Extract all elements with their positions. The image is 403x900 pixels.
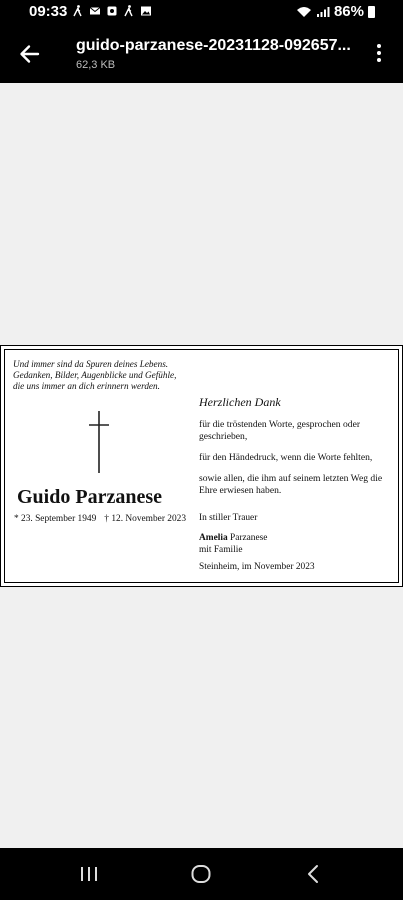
mourner-family: mit Familie: [199, 545, 243, 555]
more-vert-icon: [377, 44, 381, 48]
deceased-name: Guido Parzanese: [17, 486, 162, 508]
thanks-line: für die tröstenden Worte, gesprochen oder geschrieben,: [199, 419, 361, 442]
signoff: [199, 512, 267, 556]
thanks-line: für den Händedruck, wenn die Worte fehlten,: [199, 452, 373, 463]
poem-line: Gedanken, Bilder, Augenblicke und Gefühle,: [13, 370, 177, 380]
poem-text: [13, 359, 176, 392]
home-button[interactable]: [189, 862, 213, 886]
chevron-left-icon: [302, 862, 326, 886]
file-name-title: guido-parzanese-20231128-092657...: [76, 37, 351, 54]
file-size: 62,3 KB: [76, 59, 116, 71]
poem-line: die uns immer an dich erinnern werden.: [13, 381, 160, 391]
poem-line: Und immer sind da Spuren deines Lebens.: [13, 359, 169, 369]
mourner-name: [199, 532, 267, 544]
thanks-title: Herzlichen Dank: [199, 395, 281, 409]
recent-apps-button[interactable]: [77, 862, 101, 886]
image-icon: [140, 5, 152, 17]
screen-icon: [106, 5, 118, 17]
cross-icon: [89, 411, 109, 473]
death-date: † 12. November 2023: [104, 514, 187, 524]
thanks-block: [199, 396, 391, 506]
obituary-image: [0, 345, 403, 587]
back-arrow-button[interactable]: [16, 40, 44, 68]
battery-percentage: 86%: [333, 3, 364, 20]
notification-icons: [72, 5, 152, 17]
walk-icon: [123, 5, 135, 17]
arrow-left-icon: [16, 40, 44, 68]
home-icon: [189, 862, 213, 886]
more-options-button[interactable]: [369, 42, 389, 66]
status-bar: [0, 0, 403, 26]
mourning-label: In stiller Trauer: [199, 513, 258, 523]
navigation-bar: [0, 848, 403, 900]
app-bar: [0, 26, 403, 83]
back-button[interactable]: [302, 862, 326, 886]
battery-icon: [368, 6, 375, 18]
recent-apps-icon: [77, 862, 101, 886]
walk-icon: [72, 5, 84, 17]
signal-icon: [316, 6, 330, 18]
place-date: Steinheim, im November 2023: [199, 562, 315, 572]
birth-date: * 23. September 1949: [14, 514, 97, 524]
mail-icon: [89, 5, 101, 17]
mourner-last-name: Parzanese: [227, 533, 268, 543]
status-right: [296, 3, 375, 20]
wifi-icon: [296, 6, 312, 18]
thanks-line: sowie allen, die ihm auf seinem letzten Weg die Ehre erwiesen haben.: [199, 473, 383, 496]
status-time: 09:33: [29, 3, 68, 20]
mourner-first-name: Amelia: [199, 533, 228, 543]
life-dates: [14, 514, 186, 524]
